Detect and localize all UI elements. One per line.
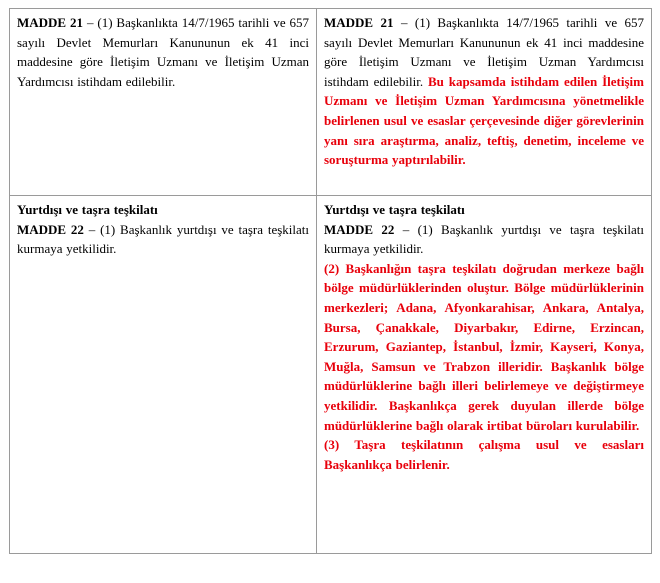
article-text: – (1) Başkanlıkta 14/7/1965 tarihli ve 657 sayılı Devlet Memurları Kanununun ek 41 inci maddesine göre İletişim Uzmanı ve İletişim Uzman Yardımcısı istihdam edilebilir.: [324, 15, 645, 89]
added-paragraph-3: (3) Taşra teşkilatının çalışma usul ve esasları Başkanlıkça belirlenir.: [324, 437, 644, 472]
article-number: MADDE 21: [324, 15, 394, 30]
left-cell-article-22: [10, 196, 317, 554]
comparison-table: [9, 8, 652, 554]
added-text: Bu kapsamda istihdam edilen İletişim Uzmanı ve İletişim Uzman Yardımcısına yönetmelikle belirlenen usul ve esaslar çerçevesinde diğer görevlerinin yanı sıra araştırma, analiz, teftiş, denetim, inceleme ve soruşturma yaptırılabilir.: [324, 73, 644, 168]
article-paragraph: [324, 220, 644, 259]
right-cell-article-22: [317, 196, 652, 554]
article-text: – (1) Başkanlık yurtdışı ve taşra teşkilatı kurmaya yetkilidir.: [17, 221, 310, 257]
article-paragraph: [17, 220, 309, 259]
article-number: MADDE 21: [17, 15, 84, 30]
added-paragraph-2: (2) Başkanlığın taşra teşkilatı doğrudan merkeze bağlı bölge müdürlüklerinden oluştur. Bölge müdürlüklerinin merkezleri; Adana, Afyonkarahisar, Ankara, Antalya, Bursa, Çanakkale, Diyarbakır, Edirne, Erzincan, Erzurum, Gaziantep, İstanbul, İzmir, Kayseri, Konya, Muğla, Samsun ve Trabzon illeridir. Başkanlık bölge müdürlüklerine bağlı illeri belirlemeye ve değiştirmeye yetkilidir. Başkanlıkça gerek duyulan illerde bölge müdürlüklerine bağlı olarak irtibat büroları kurulabilir.: [324, 260, 644, 433]
article-paragraph: [17, 13, 309, 91]
section-heading: Yurtdışı ve taşra teşkilatı: [17, 202, 158, 217]
right-cell-article-21: [317, 9, 652, 196]
table-row: [10, 9, 652, 196]
article-number: MADDE 22: [17, 221, 84, 237]
section-heading: Yurtdışı ve taşra teşkilatı: [324, 202, 465, 217]
left-cell-article-21: [10, 9, 317, 196]
article-paragraph: [324, 13, 644, 170]
table-row: [10, 196, 652, 554]
article-number: MADDE 22: [324, 221, 395, 237]
article-text: – (1) Başkanlık yurtdışı ve taşra teşkilatı kurmaya yetkilidir.: [324, 221, 645, 257]
article-text: – (1) Başkanlıkta 14/7/1965 tarihli ve 657 sayılı Devlet Memurları Kanununun ek 41 inci maddesine göre İletişim Uzmanı ve İletişim Uzman Yardımcısı istihdam edilebilir.: [17, 15, 310, 89]
